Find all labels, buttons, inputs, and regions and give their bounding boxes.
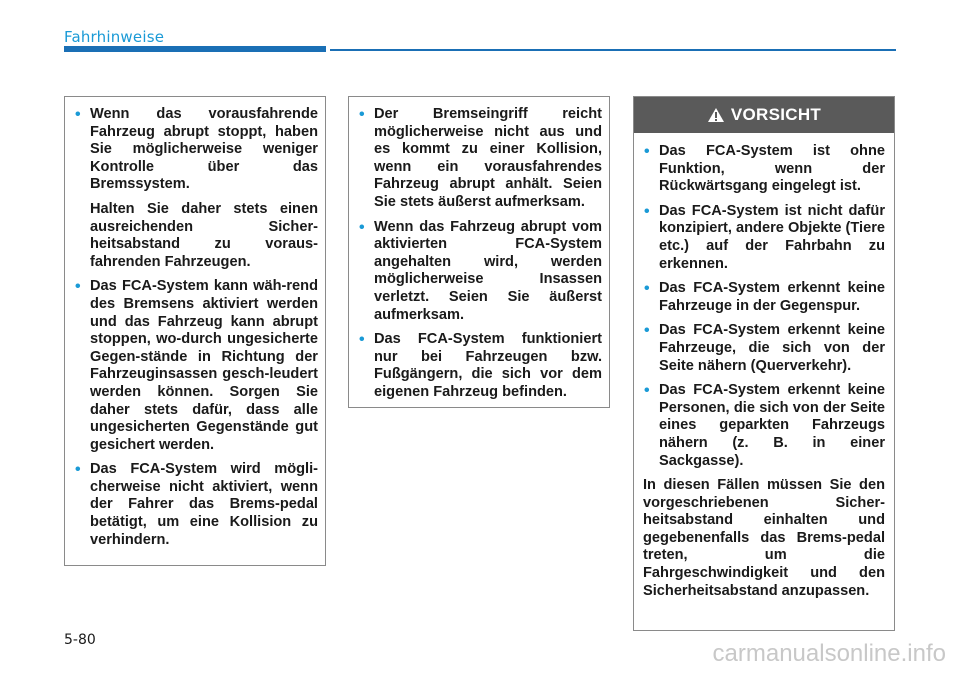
caution-title: VORSICHT [730, 105, 822, 124]
list-item [358, 106, 602, 212]
header-rule-thick [64, 46, 326, 52]
item-text: Das FCA-System ist nicht dafür konzipiert, andere Objekte (Tiere etc.) auf der Fahrbahn zu erkennen. [659, 202, 886, 272]
item-text: Wenn das vorausfahrende Fahrzeug abrupt stoppt, haben Sie möglicherweise weniger Kontrolle über das Bremssystem. [90, 106, 318, 193]
list-item [74, 278, 318, 454]
bullet-list [358, 106, 602, 402]
section-title: Fahrhinweise [64, 28, 165, 46]
list-item [643, 203, 885, 273]
list-item [643, 382, 885, 470]
list-item [358, 331, 602, 401]
bullet-list [643, 143, 885, 470]
list-item [643, 322, 885, 375]
list-item [643, 143, 885, 196]
warning-triangle-icon [707, 107, 725, 123]
caution-header [634, 97, 894, 133]
item-text: Das FCA-System erkennt keine Personen, die sich von der Seite eines geparkten Fahrzeugs nähern (z. B. in einer Sackgasse). [659, 382, 885, 469]
list-item [358, 219, 602, 325]
item-text: Das FCA-System funktioniert nur bei Fahrzeugen bzw. Fußgängern, die sich vor dem eigenen Fahrzeug befinden. [374, 331, 602, 400]
list-item [74, 461, 318, 549]
item-continuation: Halten Sie daher stets einen ausreichenden Sicher-heitsabstand zu voraus-fahrenden Fahrzeugen. [90, 200, 318, 270]
notes-box-left [64, 96, 326, 566]
item-text: Das FCA-System wird mögli-cherweise nicht aktiviert, wenn der Fahrer das Brems-pedal betätigt, um eine Kollision zu verhindern. [90, 461, 318, 548]
bullet-list [74, 106, 318, 194]
item-text: Das FCA-System ist ohne Funktion, wenn der Rückwärtsgang eingelegt ist. [659, 143, 885, 195]
notes-box-middle [348, 96, 610, 408]
item-text: Das FCA-System erkennt keine Fahrzeuge in der Gegenspur. [659, 280, 885, 314]
item-text: Das FCA-System kann wäh-rend des Bremsens aktiviert werden und das Fahrzeug kann abrupt stoppen, wo-durch ungesicherte Gegen-stände in Richtung der Fahrzeuginsassen gesch-leudert werden können. Sorgen Sie daher stets dafür, dass alle ungesicherten Gegenstände gut gesichert werden. [90, 278, 318, 453]
item-text: Wenn das Fahrzeug abrupt vom aktivierten FCA-System angehalten wird, werden möglicherweise Insassen verletzt. Seien Sie äußerst aufmerksam. [374, 218, 602, 323]
list-item [74, 106, 318, 194]
caution-box [633, 96, 895, 631]
page-number: 5-80 [64, 632, 96, 648]
bullet-list [74, 278, 318, 549]
list-item [643, 280, 885, 315]
item-text: Das FCA-System erkennt keine Fahrzeuge, die sich von der Seite nähern (Querverkehr). [659, 322, 885, 374]
watermark: carmanualsonline.info [712, 640, 946, 667]
caution-closing-text: In diesen Fällen müssen Sie den vorgeschriebenen Sicher-heitsabstand einhalten und gegebenenfalls das Brems-pedal treten, um die Fahrgeschwindigkeit und den Sicherheitsabstand anzupassen. [643, 477, 885, 599]
header-rule-thin [330, 49, 896, 51]
caution-body [634, 133, 894, 600]
item-text: Der Bremseingriff reicht möglicherweise nicht aus und es kommt zu einer Kollision, wenn ein vorausfahrendes Fahrzeug abrupt anhält. Seien Sie stets äußerst aufmerksam. [374, 106, 602, 210]
